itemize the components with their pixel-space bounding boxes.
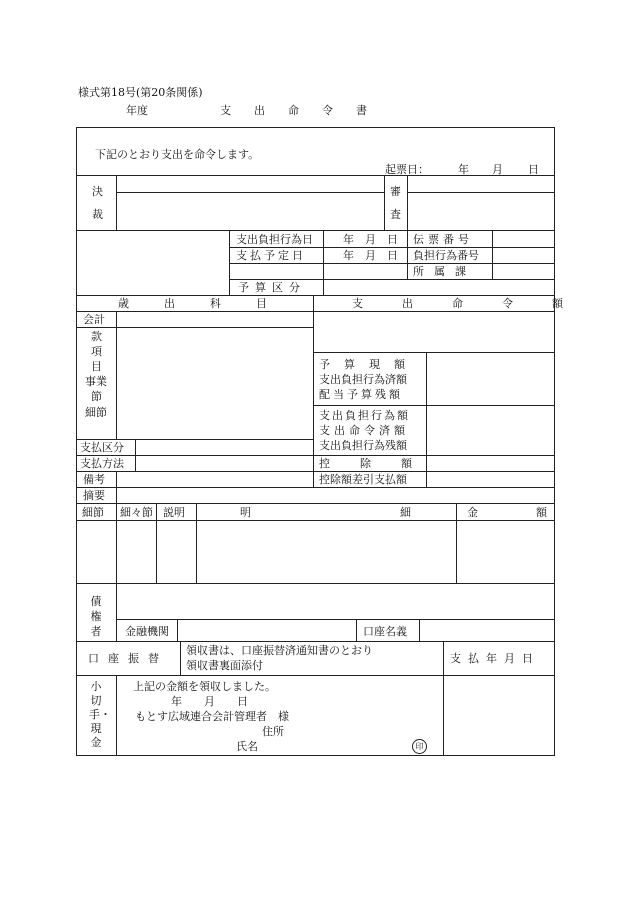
budget-class-label: 予算区分 — [238, 281, 306, 294]
rule — [76, 455, 313, 456]
receipt-address-label: 住所 — [262, 725, 284, 738]
kessai-char-1: 決 — [92, 185, 103, 198]
rule — [116, 311, 117, 439]
rule — [76, 230, 555, 231]
net-payment-label: 控除額差引支払額 — [319, 473, 407, 486]
seal-icon: 印 — [412, 739, 427, 754]
order-amount-header: 支 出 命 令 額 — [352, 297, 577, 310]
receipt-label: 小切手・現金 — [89, 680, 111, 749]
moku-label: 目 — [91, 360, 102, 373]
receipt-ymd: 年 月 日 — [171, 695, 248, 708]
payment-ymd-label: 支払年月日 — [450, 652, 540, 665]
rule — [76, 520, 555, 521]
kaikei-label: 会計 — [83, 313, 105, 326]
rule — [313, 455, 555, 456]
rule — [180, 641, 181, 675]
rule — [76, 439, 313, 440]
rule — [76, 175, 555, 176]
rule — [76, 471, 313, 472]
rule — [196, 503, 197, 583]
rule — [135, 439, 136, 471]
receipt-name-label: 氏名 — [236, 740, 258, 753]
rule — [313, 471, 555, 472]
transfer-note-2: 領収書裏面添付 — [186, 659, 263, 672]
form-number: 様式第18号(第20条関係) — [78, 86, 203, 99]
account-name-label: 口座名義 — [363, 625, 407, 638]
rule — [313, 352, 555, 353]
detail-sai-header: 細 — [400, 506, 411, 519]
draft-date-label: 起票日： — [385, 163, 429, 176]
rule — [76, 641, 555, 642]
current-budget-label: 予算現額 — [319, 358, 419, 371]
payment-class-label: 支払区分 — [80, 441, 124, 454]
rule — [313, 295, 314, 488]
rule — [76, 583, 555, 584]
rule — [407, 175, 408, 230]
commitment-amount-label: 支出負担行為額 — [319, 409, 410, 422]
summary-label: 摘要 — [83, 489, 105, 502]
kan-label: 款 — [91, 330, 102, 343]
rule — [356, 619, 357, 641]
transfer-note-1: 領収書は、口座振替済通知書のとおり — [186, 644, 373, 657]
commitment-balance-label: 支出負担行為残額 — [319, 439, 407, 452]
kou-label: 項 — [91, 345, 102, 358]
kessai-char-2: 裁 — [92, 208, 103, 221]
shinsa-char-1: 審 — [390, 185, 401, 198]
draft-year: 年 — [458, 163, 469, 176]
detail-saisetsu-header: 細節 — [82, 506, 104, 519]
rule — [229, 247, 555, 248]
receipt-text: 上記の金額を領収しました。 — [133, 680, 276, 693]
rule — [76, 675, 555, 676]
rule — [116, 471, 117, 503]
rule — [76, 503, 555, 504]
rule — [76, 311, 555, 312]
department-label: 所属課 — [413, 265, 476, 278]
rule — [229, 230, 230, 295]
detail-setsumei-header: 説明 — [163, 506, 185, 519]
rule — [116, 583, 117, 641]
rule — [492, 230, 493, 279]
page-title: 支 出 命 令 書 — [220, 104, 373, 117]
rule — [313, 405, 555, 406]
payment-method-label: 支払方法 — [80, 457, 124, 470]
fiscal-year-label: 年度 — [126, 104, 148, 117]
rule — [419, 619, 420, 641]
deduction-label: 控除額 — [319, 457, 442, 470]
draft-month: 月 — [492, 163, 503, 176]
rule — [407, 230, 408, 279]
commitment-date-label: 支出負担行為日 — [236, 233, 313, 246]
rule — [229, 279, 555, 280]
commitment-done-label: 支出負担行為済額 — [319, 373, 407, 386]
shinsa-char-2: 査 — [390, 208, 401, 221]
rule — [116, 503, 117, 583]
rule — [116, 675, 117, 756]
saisetsu-label: 細節 — [85, 406, 107, 419]
rule — [76, 327, 313, 328]
rule — [116, 619, 555, 620]
rule — [443, 641, 444, 756]
rule — [384, 175, 385, 230]
jigyou-label: 事業 — [85, 375, 107, 388]
commitment-date-ymd: 年 月 日 — [343, 233, 398, 246]
bank-label: 金融機関 — [125, 625, 169, 638]
payment-date-label: 支払予定日 — [236, 249, 306, 262]
rule — [323, 230, 324, 295]
slip-number-label: 伝票番号 — [413, 233, 473, 246]
setsu-label: 節 — [91, 390, 102, 403]
detail-gaku-header: 額 — [536, 506, 547, 519]
intro-text: 下記のとおり支出を命令します。 — [95, 148, 260, 161]
rule — [116, 192, 384, 193]
allocated-balance-label: 配当予算残額 — [319, 388, 403, 401]
commitment-number-label: 負担行為番号 — [413, 249, 479, 262]
rule — [116, 175, 117, 230]
detail-mei-header: 明 — [240, 506, 251, 519]
payment-date-ymd: 年 月 日 — [343, 249, 398, 262]
detail-saisaisetsu-header: 細々節 — [120, 506, 153, 519]
rule — [229, 263, 555, 264]
remarks-label: 備考 — [83, 473, 105, 486]
rule — [76, 487, 555, 488]
receipt-addressee: もとす広域連合会計管理者 様 — [135, 710, 289, 723]
draft-day: 日 — [528, 163, 539, 176]
rule — [177, 619, 178, 641]
creditor-label: 債権者 — [90, 595, 102, 638]
rule — [156, 503, 157, 583]
rule — [407, 192, 555, 193]
order-done-label: 支出命令済額 — [319, 424, 409, 437]
detail-kin-header: 金 — [467, 506, 478, 519]
rule — [76, 295, 555, 296]
expenditure-header: 歳 出 科 目 — [118, 297, 279, 310]
transfer-label: 口座振替 — [88, 652, 168, 665]
rule — [456, 503, 457, 583]
